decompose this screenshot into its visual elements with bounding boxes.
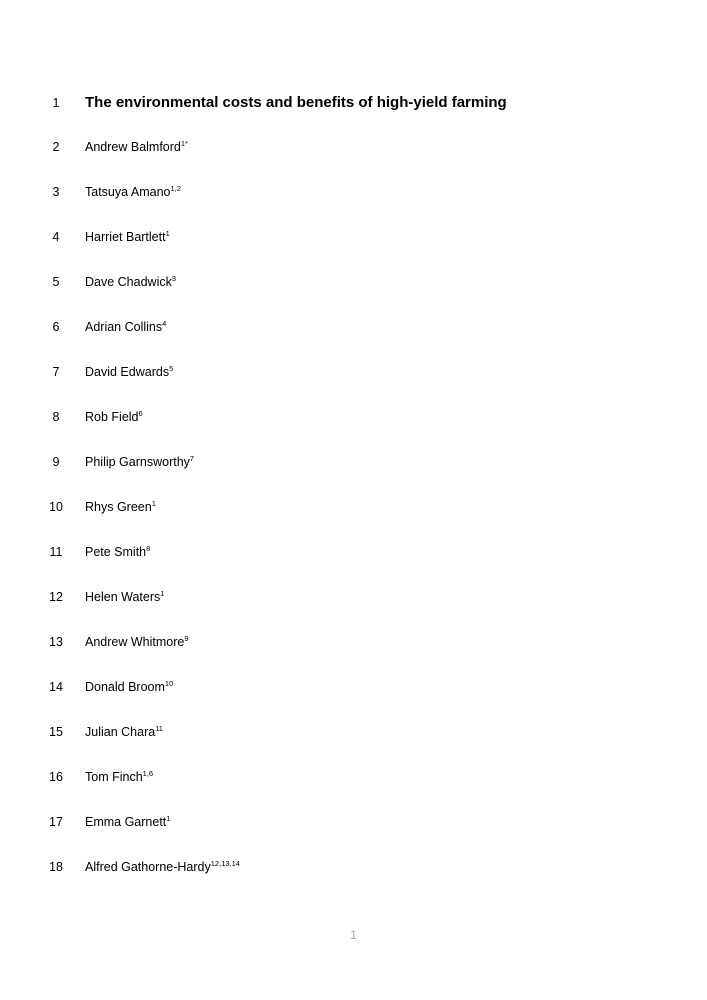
author-name: Tatsuya Amano xyxy=(85,185,171,199)
line-number: 3 xyxy=(52,185,60,199)
author-entry xyxy=(85,677,173,697)
author-line xyxy=(0,137,707,157)
author-name: David Edwards xyxy=(85,365,170,379)
author-entry xyxy=(85,272,176,292)
author-line xyxy=(0,182,707,202)
author-line xyxy=(0,857,707,877)
author-entry xyxy=(85,452,194,472)
page-number: 1 xyxy=(350,928,357,942)
affiliation-marker: 12,13,14 xyxy=(210,859,240,868)
author-entry xyxy=(85,407,143,427)
line-number: 1 xyxy=(52,96,60,110)
line-number: 17 xyxy=(49,815,63,829)
affiliation-marker: 1* xyxy=(180,139,188,148)
author-name: Rhys Green xyxy=(85,500,152,514)
author-entry xyxy=(85,497,156,517)
line-number: 14 xyxy=(49,680,63,694)
affiliation-marker: 8 xyxy=(146,544,151,553)
author-entry xyxy=(85,362,173,382)
paper-title: The environmental costs and benefits of high-yield farming xyxy=(85,94,507,111)
author-entry xyxy=(85,182,181,202)
author-line xyxy=(0,362,707,382)
author-name: Donald Broom xyxy=(85,680,165,694)
affiliation-marker: 1 xyxy=(160,589,165,598)
author-name: Dave Chadwick xyxy=(85,275,172,289)
author-line xyxy=(0,227,707,247)
line-number: 5 xyxy=(52,275,60,289)
affiliation-marker: 1,2 xyxy=(170,184,181,193)
line-number: 4 xyxy=(52,230,60,244)
author-entry xyxy=(85,317,166,337)
affiliation-marker: 1,6 xyxy=(142,769,154,778)
author-line xyxy=(0,407,707,427)
author-entry xyxy=(85,767,153,787)
author-line xyxy=(0,497,707,517)
affiliation-marker: 10 xyxy=(164,679,174,688)
affiliation-marker: 9 xyxy=(184,634,189,643)
line-number: 11 xyxy=(49,545,63,559)
author-entry xyxy=(85,812,170,832)
author-name: Pete Smith xyxy=(85,545,147,559)
affiliation-marker: 6 xyxy=(138,409,143,418)
author-line xyxy=(0,767,707,787)
author-name: Adrian Collins xyxy=(85,320,163,334)
line-number: 6 xyxy=(52,320,60,334)
author-line xyxy=(0,272,707,292)
author-line xyxy=(0,722,707,742)
line-number: 15 xyxy=(49,725,63,739)
author-entry xyxy=(85,137,188,157)
line-number: 16 xyxy=(49,770,63,784)
author-name: Harriet Bartlett xyxy=(85,230,166,244)
author-line xyxy=(0,317,707,337)
author-name: Julian Chara xyxy=(85,725,156,739)
author-line xyxy=(0,452,707,472)
affiliation-marker: 11 xyxy=(155,724,163,733)
author-line xyxy=(0,677,707,697)
line-number: 9 xyxy=(52,455,60,469)
author-name: Andrew Whitmore xyxy=(85,635,185,649)
author-name: Emma Garnett xyxy=(85,815,167,829)
title-line xyxy=(0,93,707,113)
author-name: Tom Finch xyxy=(85,770,143,784)
author-line xyxy=(0,542,707,562)
author-entry xyxy=(85,857,240,877)
line-number: 18 xyxy=(49,860,63,874)
author-name: Rob Field xyxy=(85,410,139,424)
author-name: Philip Garnsworthy xyxy=(85,455,190,469)
affiliation-marker: 7 xyxy=(189,454,195,463)
author-line xyxy=(0,587,707,607)
line-number: 12 xyxy=(49,590,63,604)
author-entry xyxy=(85,227,170,247)
line-number: 8 xyxy=(52,410,60,424)
author-name: Alfred Gathorne-Hardy xyxy=(85,860,211,874)
affiliation-marker: 3 xyxy=(171,274,177,283)
line-number: 2 xyxy=(52,140,60,154)
affiliation-marker: 1 xyxy=(151,499,156,508)
line-number: 10 xyxy=(49,500,63,514)
author-name: Andrew Balmford xyxy=(85,140,181,154)
affiliation-marker: 5 xyxy=(169,364,174,373)
line-number: 13 xyxy=(49,635,63,649)
author-name: Helen Waters xyxy=(85,590,161,604)
author-entry xyxy=(85,587,164,607)
author-line xyxy=(0,812,707,832)
affiliation-marker: 1 xyxy=(165,229,170,238)
author-entry xyxy=(85,542,150,562)
author-line xyxy=(0,632,707,652)
affiliation-marker: 4 xyxy=(162,319,167,328)
line-number: 7 xyxy=(52,365,60,379)
author-entry xyxy=(85,632,189,652)
affiliation-marker: 1 xyxy=(166,814,171,823)
author-entry xyxy=(85,722,163,742)
